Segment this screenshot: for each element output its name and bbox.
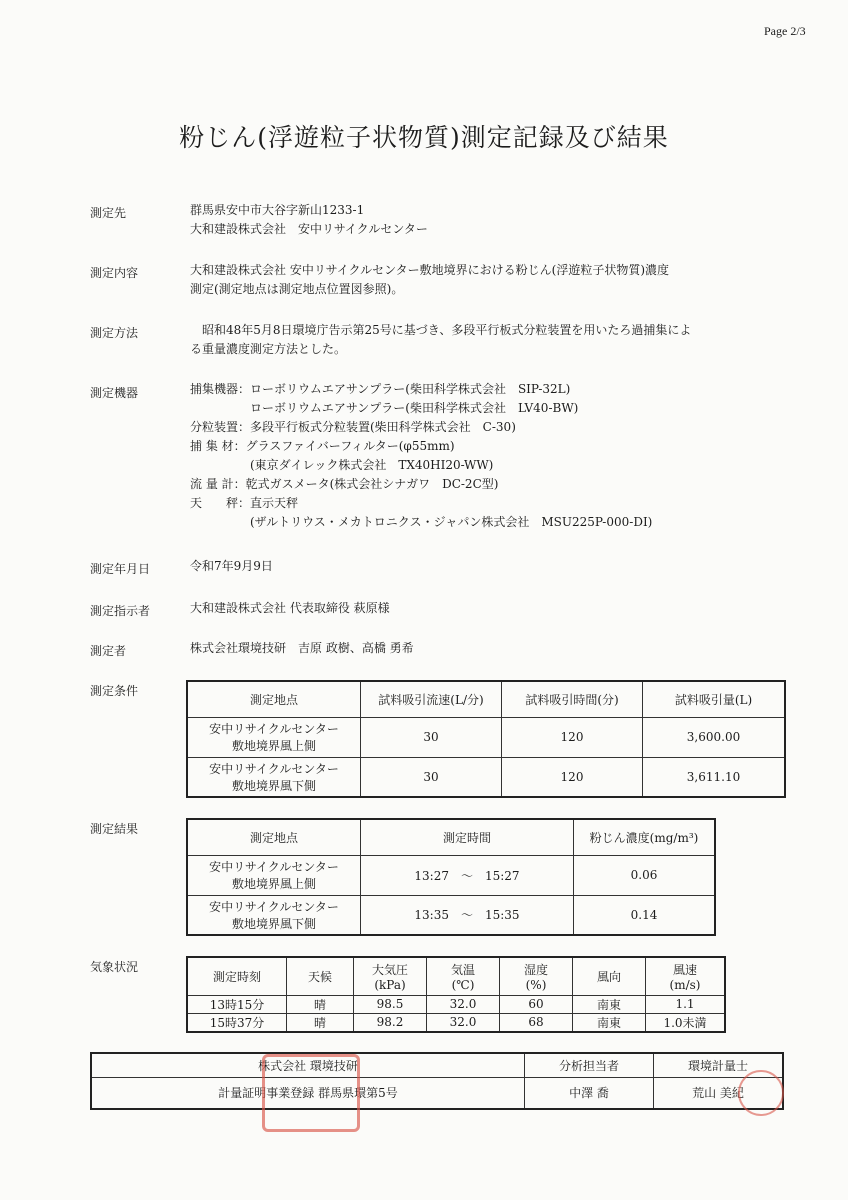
time-cell: 13時15分: [187, 995, 287, 1013]
site-position: 敷地境界風上側: [231, 877, 316, 891]
pressure-cell: 98.5: [354, 995, 427, 1013]
table-header: 測定時間: [361, 819, 574, 855]
header-line: 風速: [672, 962, 697, 977]
time-cell: 120: [502, 757, 643, 797]
site-name: 安中リサイクルセンター: [209, 899, 339, 914]
header-unit: (%): [525, 977, 547, 992]
header-unit: (℃): [451, 977, 475, 992]
rate-cell: 30: [361, 717, 502, 757]
pressure-cell: 98.2: [354, 1013, 427, 1032]
page-number: Page 2/3: [764, 24, 806, 38]
time-cell: 120: [502, 717, 643, 757]
volume-cell: 3,611.10: [643, 757, 786, 797]
weather-label: 気象状況: [90, 960, 139, 974]
table-header: 試料吸引時間(分): [502, 681, 643, 717]
site-line: 大和建設株式会社 安中リサイクルセンター: [190, 222, 428, 236]
site-label: 測定先: [90, 206, 127, 220]
method-label: 測定方法: [90, 326, 139, 340]
company-cell: 株式会社 環境技研: [91, 1053, 525, 1077]
site-cell: [187, 717, 361, 757]
content-value: [190, 261, 669, 299]
header-unit: (m/s): [669, 977, 701, 992]
site-cell: [187, 855, 361, 895]
analyst-name: 中澤 喬: [525, 1077, 654, 1109]
table-header: [427, 957, 500, 995]
site-value: [190, 201, 428, 239]
equipment-line: 捕 集 材：グラスファイバーフィルター(φ55mm): [190, 439, 455, 453]
concentration-cell: 0.14: [574, 895, 716, 935]
company-seal-stamp: [262, 1054, 360, 1132]
content-line: 大和建設株式会社 安中リサイクルセンター敷地境界における粉じん(浮遊粒子状物質)濃度: [190, 263, 670, 277]
date-value: 令和7年9月9日: [190, 559, 273, 573]
table-header: 測定地点: [187, 681, 361, 717]
measurer-header: 環境計量士: [654, 1053, 784, 1077]
table-header: [500, 957, 573, 995]
header-line: 気温: [450, 962, 475, 977]
method-line: る重量濃度測定方法とした。: [190, 342, 347, 356]
table-header: 風向: [573, 957, 646, 995]
volume-cell: 3,600.00: [643, 717, 786, 757]
site-cell: [187, 757, 361, 797]
site-cell: [187, 895, 361, 935]
site-position: 敷地境界風下側: [231, 916, 316, 931]
weather-table: [186, 956, 726, 1033]
wind-speed-cell: 1.1: [646, 995, 726, 1013]
table-header: [646, 957, 726, 995]
measurer-name: 荒山 美紀: [654, 1077, 784, 1109]
wind-direction-cell: 南東: [573, 1013, 646, 1032]
header-line: 湿度: [523, 962, 548, 977]
equipment-line: 流 量 計：乾式ガスメータ(株式会社シナガワ DC-2C型): [190, 477, 499, 491]
table-header: 測定地点: [187, 819, 361, 855]
operator-label: 測定者: [90, 644, 127, 658]
equipment-list: [190, 380, 652, 532]
method-line: 昭和48年5月8日環境庁告示第25号に基づき、多段平行板式分粒装置を用いたろ過捕集によ: [190, 323, 692, 337]
operator-value: 株式会社環境技研 吉原 政樹、高橋 勇希: [190, 641, 414, 655]
table-row: [187, 895, 715, 935]
header-line: 大気圧: [371, 962, 408, 977]
site-position: 敷地境界風下側: [231, 778, 316, 793]
table-row: [187, 757, 785, 797]
wind-direction-cell: 南東: [573, 995, 646, 1013]
table-header: 測定時刻: [187, 957, 287, 995]
equipment-line: 天 秤：直示天秤: [190, 496, 299, 510]
table-row: [187, 717, 785, 757]
site-name: 安中リサイクルセンター: [209, 761, 339, 776]
concentration-cell: 0.06: [574, 855, 716, 895]
time-cell: 13:35 ～ 15:35: [361, 895, 574, 935]
analyst-header: 分析担当者: [525, 1053, 654, 1077]
humidity-cell: 60: [500, 995, 573, 1013]
content-line: 測定(測定地点は測定地点位置図参照)。: [190, 282, 404, 296]
weather-cell: 晴: [287, 995, 354, 1013]
equipment-label: 測定機器: [90, 386, 139, 400]
site-line: 群馬県安中市大谷字新山1233-1: [190, 203, 365, 217]
wind-speed-cell: 1.0未満: [646, 1013, 726, 1032]
table-header: 粉じん濃度(mg/m³): [574, 819, 716, 855]
conditions-label: 測定条件: [90, 684, 139, 698]
weather-cell: 晴: [287, 1013, 354, 1032]
method-value: [190, 321, 691, 359]
table-header: 試料吸引流速(L/分): [361, 681, 502, 717]
instructor-label: 測定指示者: [90, 604, 151, 618]
personal-seal-stamp: [738, 1070, 784, 1116]
temperature-cell: 32.0: [427, 995, 500, 1013]
footer-table: [90, 1052, 784, 1110]
content-label: 測定内容: [90, 266, 139, 280]
header-unit: (kPa): [374, 977, 406, 992]
conditions-table: [186, 680, 786, 798]
site-name: 安中リサイクルセンター: [209, 860, 339, 874]
site-position: 敷地境界風上側: [231, 739, 316, 753]
table-row: [187, 855, 715, 895]
document-title: 粉じん(浮遊粒子状物質)測定記録及び結果: [179, 123, 669, 152]
table-header: 試料吸引量(L): [643, 681, 786, 717]
table-row: [187, 1013, 725, 1032]
equipment-line: (東京ダイレック株式会社 TX40HI20-WW): [190, 458, 494, 472]
results-label: 測定結果: [90, 822, 139, 836]
temperature-cell: 32.0: [427, 1013, 500, 1032]
instructor-value: 大和建設株式会社 代表取締役 萩原様: [190, 601, 390, 615]
rate-cell: 30: [361, 757, 502, 797]
results-table: [186, 818, 716, 936]
table-header: 天候: [287, 957, 354, 995]
table-row: [187, 995, 725, 1013]
time-cell: 15時37分: [187, 1013, 287, 1032]
equipment-line: 分粒装置：多段平行板式分粒装置(柴田科学株式会社 C-30): [190, 420, 516, 434]
certification-cell: 計量証明事業登録 群馬県環第5号: [91, 1077, 525, 1109]
equipment-line: ローボリウムエアサンプラー(柴田科学株式会社 LV40-BW): [190, 401, 579, 415]
date-label: 測定年月日: [90, 562, 151, 576]
table-header: [354, 957, 427, 995]
time-cell: 13:27 ～ 15:27: [361, 855, 574, 895]
equipment-line: 捕集機器：ローボリウムエアサンプラー(柴田科学株式会社 SIP-32L): [190, 382, 571, 396]
site-name: 安中リサイクルセンター: [209, 722, 339, 736]
humidity-cell: 68: [500, 1013, 573, 1032]
equipment-line: (ザルトリウス・メカトロニクス・ジャパン株式会社 MSU225P-000-DI): [190, 515, 653, 529]
